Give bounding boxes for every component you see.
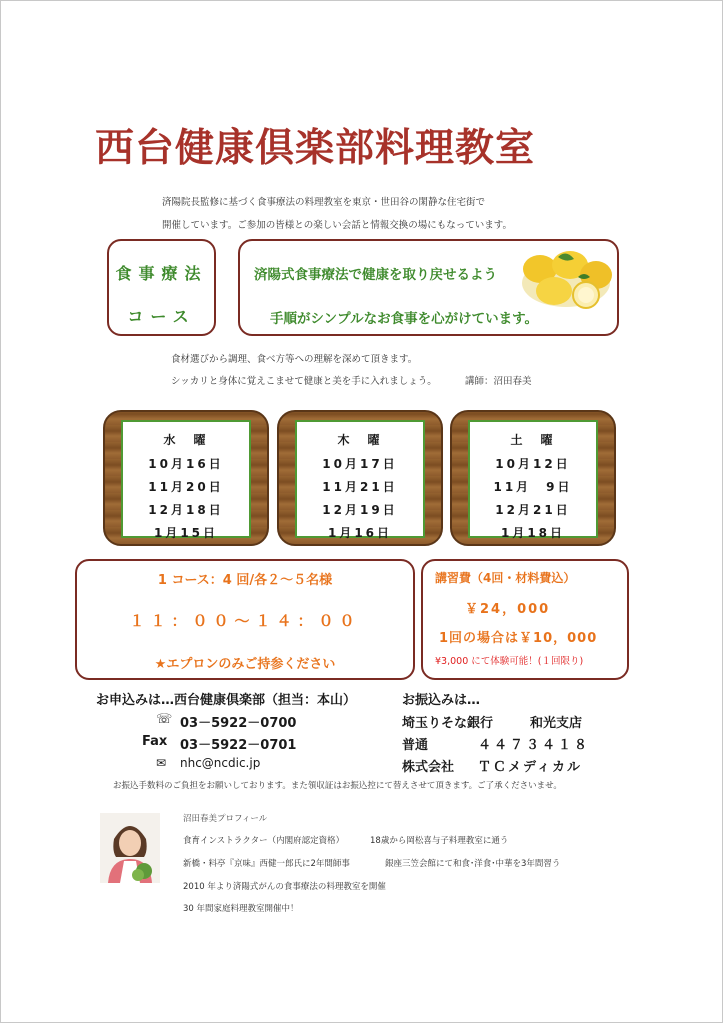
fee-single: 1回の場合は￥10，000 xyxy=(439,631,598,646)
course-time: １１：００～１４：００ xyxy=(129,612,361,630)
instructor-photo xyxy=(100,813,160,883)
method-line-2: 手順がシンプルなお食事を心がけています。 xyxy=(270,311,539,327)
course-line-2: コース xyxy=(127,307,196,326)
intro-line-1: 済陽院長監修に基づく食事療法の料理教室を東京・世田谷の閑静な住宅街で xyxy=(162,197,486,208)
transfer-heading: お振込みは… xyxy=(402,693,481,708)
schedule-date: 10月16日 xyxy=(148,457,224,471)
description-line-1: 食材選びから調理、食べ方等への理解を深めて頂きます。 xyxy=(171,354,418,365)
profile-item: 18歳から岡松喜与子料理教室に通う xyxy=(370,836,509,846)
fax-label: Fax xyxy=(142,734,168,749)
phone-icon: ☏ xyxy=(156,712,173,727)
phone-number[interactable]: 03－5922－0700 xyxy=(180,716,297,731)
profile-item: 新橋・料亭『京味』西健一郎氏に2年間師事 xyxy=(183,859,350,869)
schedule-panel xyxy=(295,420,425,538)
account-holder: ＴＣメディカル xyxy=(478,760,582,775)
page-title: 西台健康倶楽部料理教室 xyxy=(95,126,536,171)
method-box xyxy=(238,239,619,336)
method-line-1: 済陽式食事療法で健康を取り戻せるよう xyxy=(254,267,497,283)
schedule-date: 10月12日 xyxy=(495,457,571,471)
apply-heading: お申込みは…西台健康倶楽部（担当：本山） xyxy=(96,693,357,708)
fax-number: 03－5922－0701 xyxy=(180,738,297,753)
schedule-card-saturday xyxy=(450,410,616,546)
schedule-date: 12月21日 xyxy=(495,503,571,517)
schedule-date: 1月18日 xyxy=(500,526,566,540)
course-info-box xyxy=(75,559,415,680)
schedule-day: 木 曜 xyxy=(337,433,383,447)
profile-item: 2010 年より済陽式がんの食事療法の料理教室を開催 xyxy=(183,882,386,892)
profile-heading: 沼田春美プロフィール xyxy=(183,814,268,824)
course-size: 1 コース：4 回/各２～５名様 xyxy=(157,573,333,588)
bank-branch: 和光支店 xyxy=(530,716,583,731)
fee-label: 講習費（4回・材料費込） xyxy=(435,571,576,585)
schedule-day: 土 曜 xyxy=(510,433,556,447)
fee-amount: ￥24，000 xyxy=(465,602,551,617)
profile-item: 食育インストラクター（内閣府認定資格） xyxy=(183,836,345,846)
schedule-date: 11月21日 xyxy=(322,480,398,494)
account-number: ４４７３４１８ xyxy=(478,738,591,753)
account-holder-prefix: 株式会社 xyxy=(402,760,455,775)
profile-item: 銀座三笠会館にて和食･洋食･中華を3年間習う xyxy=(385,859,561,869)
description-line-2: シッカリと身体に覚えこませて健康と美を手に入れましょう。 xyxy=(171,376,437,387)
schedule-date: 11月20日 xyxy=(148,480,224,494)
instructor-label: 講師：沼田春美 xyxy=(465,376,532,387)
trial-notice: ¥3,000 にて体験可能！(１回限り) xyxy=(435,656,584,667)
schedule-date: 1月16日 xyxy=(327,526,393,540)
schedule-date: 12月18日 xyxy=(148,503,224,517)
profile-item: 30 年間家庭料理教室開催中！ xyxy=(183,904,299,914)
schedule-panel xyxy=(121,420,251,538)
schedule-day: 水 曜 xyxy=(163,433,209,447)
bank-name: 埼玉りそな銀行 xyxy=(402,716,494,731)
schedule-date: 1月15日 xyxy=(153,526,219,540)
course-box xyxy=(107,239,216,336)
intro-line-2: 開催しています。ご参加の皆様との楽しい会話と情報交換の場にもなっています。 xyxy=(162,220,512,231)
lemons-image xyxy=(518,247,614,311)
schedule-date: 10月17日 xyxy=(322,457,398,471)
email-icon: ✉ xyxy=(156,756,167,770)
email-address[interactable]: nhc@ncdic.jp xyxy=(180,756,261,770)
schedule-date: 12月19日 xyxy=(322,503,398,517)
schedule-card-thursday xyxy=(277,410,443,546)
schedule-card-wednesday xyxy=(103,410,269,546)
schedule-date: 11月 9日 xyxy=(493,480,573,494)
account-type: 普通 xyxy=(402,738,429,753)
course-line-1: 食事療法 xyxy=(115,264,208,283)
apron-notice: ★エプロンのみご持参ください xyxy=(154,657,336,672)
fee-box xyxy=(421,559,629,680)
schedule-panel xyxy=(468,420,598,538)
transfer-note: お振込手数料のご負担をお願いしております。また領収証はお振込控にて替えさせて頂きます。ご了承くださいませ。 xyxy=(113,781,562,791)
